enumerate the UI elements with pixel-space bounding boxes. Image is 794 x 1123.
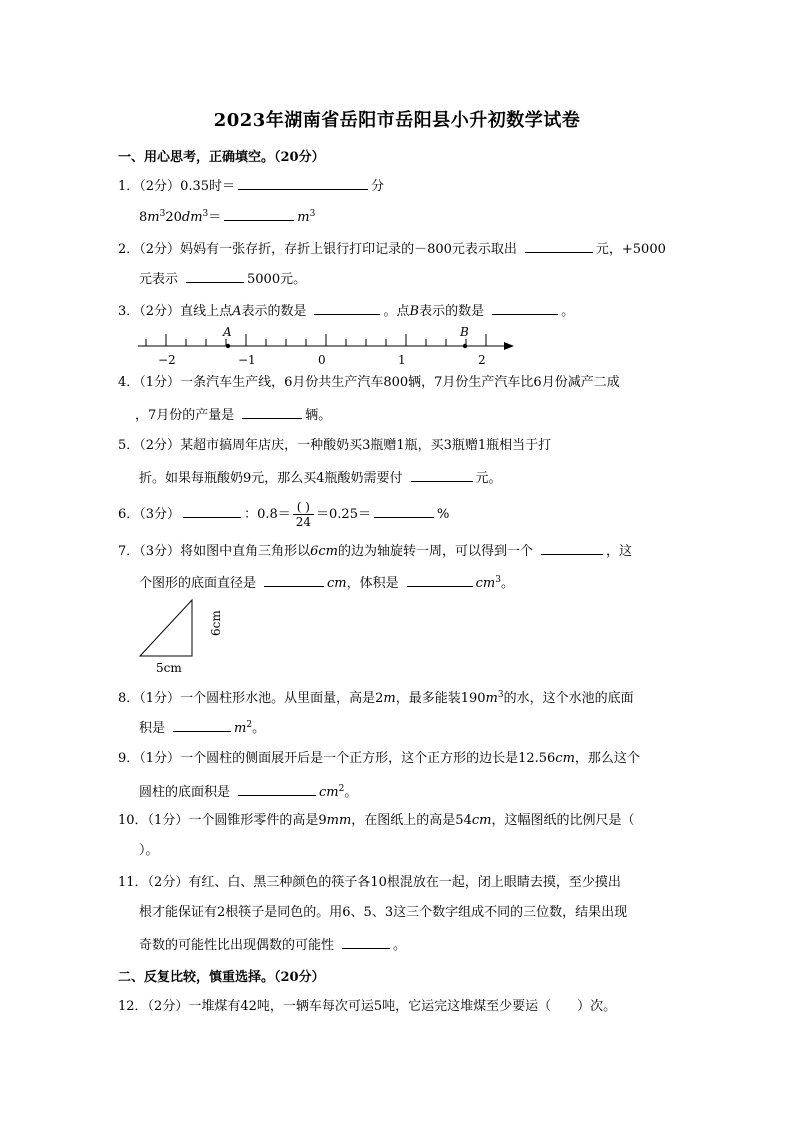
triangle-base-label: 5cm — [156, 661, 182, 675]
question-2-line2: 元表示 5000元。 — [139, 268, 306, 289]
question-7-line2: 个图形的底面直径是 cm，体积是 $cm^3$。 — [139, 571, 514, 593]
q5-blank[interactable] — [411, 467, 473, 482]
tick-label-neg2: −2 — [158, 353, 176, 367]
page-title: 2023年湖南省岳阳市岳阳县小升初数学试卷 — [213, 110, 581, 131]
triangle-height-label: 6cm — [209, 610, 223, 636]
question-12: 12．（2分）一堆煤有42吨，一辆车每次可运5吨，它运完这堆煤至少要运（ ）次。 — [118, 999, 617, 1014]
question-9: 9．（1分）一个圆柱的侧面展开后是一个正方形，这个正方形的边长是12.56cm，那么这个 — [118, 751, 640, 766]
question-4-line2: ，7月份的产量是 辆。 — [135, 404, 331, 425]
q8-blank[interactable] — [173, 717, 231, 732]
tick-label-2: 2 — [478, 353, 486, 367]
section-2-heading: 二、反复比较，慎重选择。（20分） — [118, 970, 325, 985]
point-b-dot — [463, 344, 467, 348]
right-triangle-figure — [136, 596, 226, 676]
number-line-arrow — [504, 342, 514, 350]
question-5: 5．（2分）某超市搞周年店庆，一种酸奶买3瓶赠1瓶，买3瓶赠1瓶相当于打 — [118, 438, 552, 453]
q1-blank-2[interactable] — [224, 206, 294, 221]
number-line — [130, 320, 530, 370]
tick-label-neg1: −1 — [238, 353, 256, 367]
section-1-heading: 一、用心思考，正确填空。（20分） — [118, 150, 325, 165]
q7-blank-2[interactable] — [264, 572, 324, 587]
question-11: 11．（2分）有红、白、黑三种颜色的筷子各10根混放在一起，闭上眼睛去摸，至少摸出 — [118, 875, 621, 890]
q1-blank-1[interactable] — [238, 175, 368, 190]
q3-blank-1[interactable] — [314, 300, 380, 315]
question-11-line3: 奇数的可能性比出现偶数的可能性 。 — [139, 934, 406, 955]
question-1: 1．（2分）0.35时＝ 分 — [118, 175, 678, 196]
point-a-label: A — [223, 325, 232, 339]
number-line-ticks — [146, 334, 486, 346]
question-6: 6．（3分） ：0.8＝ $\frac{( )}{24}$ ＝0.25＝ % — [118, 500, 450, 529]
q2-blank-2[interactable] — [186, 268, 244, 283]
question-3: 3．（2分）直线上点A表示的数是 。点B表示的数是 。 — [118, 300, 678, 321]
tick-label-0: 0 — [318, 353, 326, 367]
point-a-dot — [226, 344, 230, 348]
question-8-line2: 积是 $m^2$。 — [139, 716, 265, 738]
question-2: 2．（2分）妈妈有一张存折，存折上银行打印记录的－800元表示取出 元，+5000 — [118, 238, 678, 259]
q6-blank-1[interactable] — [183, 503, 241, 518]
question-9-line2: 圆柱的底面积是 $cm^2$。 — [139, 780, 357, 802]
question-5-line2: 折。如果每瓶酸奶9元，那么买4瓶酸奶需要付 元。 — [139, 467, 502, 488]
question-4: 4．（1分）一条汽车生产线，6月份共生产汽车800辆，7月份生产汽车比6月份减产二成 — [118, 375, 620, 390]
tick-label-1: 1 — [398, 353, 406, 367]
q7-blank-3[interactable] — [407, 572, 473, 587]
q2-blank-1[interactable] — [525, 238, 593, 253]
question-10-line2: ）。 — [139, 843, 159, 858]
q6-fraction: $\frac{( )}{24}$ — [293, 500, 314, 529]
question-1-line2: $8m^320dm^3= m^3$ — [139, 205, 315, 227]
q9-blank[interactable] — [238, 781, 316, 796]
question-10: 10．（1分）一个圆锥形零件的高是9mm，在图纸上的高是54cm，这幅图纸的比例尺是（ — [118, 813, 635, 828]
q11-blank[interactable] — [342, 934, 390, 949]
question-7: 7．（3分）将如图中直角三角形以6cm的边为轴旋转一周，可以得到一个 ，这 — [118, 540, 678, 561]
q6-blank-2[interactable] — [374, 503, 434, 518]
q3-blank-2[interactable] — [492, 300, 558, 315]
q7-blank-1[interactable] — [541, 540, 603, 555]
question-11-line2: 根才能保证有2根筷子是同色的。用6、5、3这三个数字组成不同的三位数，结果出现 — [139, 905, 628, 920]
point-b-label: B — [460, 325, 469, 339]
q4-blank[interactable] — [242, 404, 302, 419]
right-triangle — [140, 600, 192, 656]
question-8: 8．（1分）一个圆柱形水池。从里面量，高是2m，最多能装$190m^3$的水，这个水池的底面 — [118, 690, 634, 706]
